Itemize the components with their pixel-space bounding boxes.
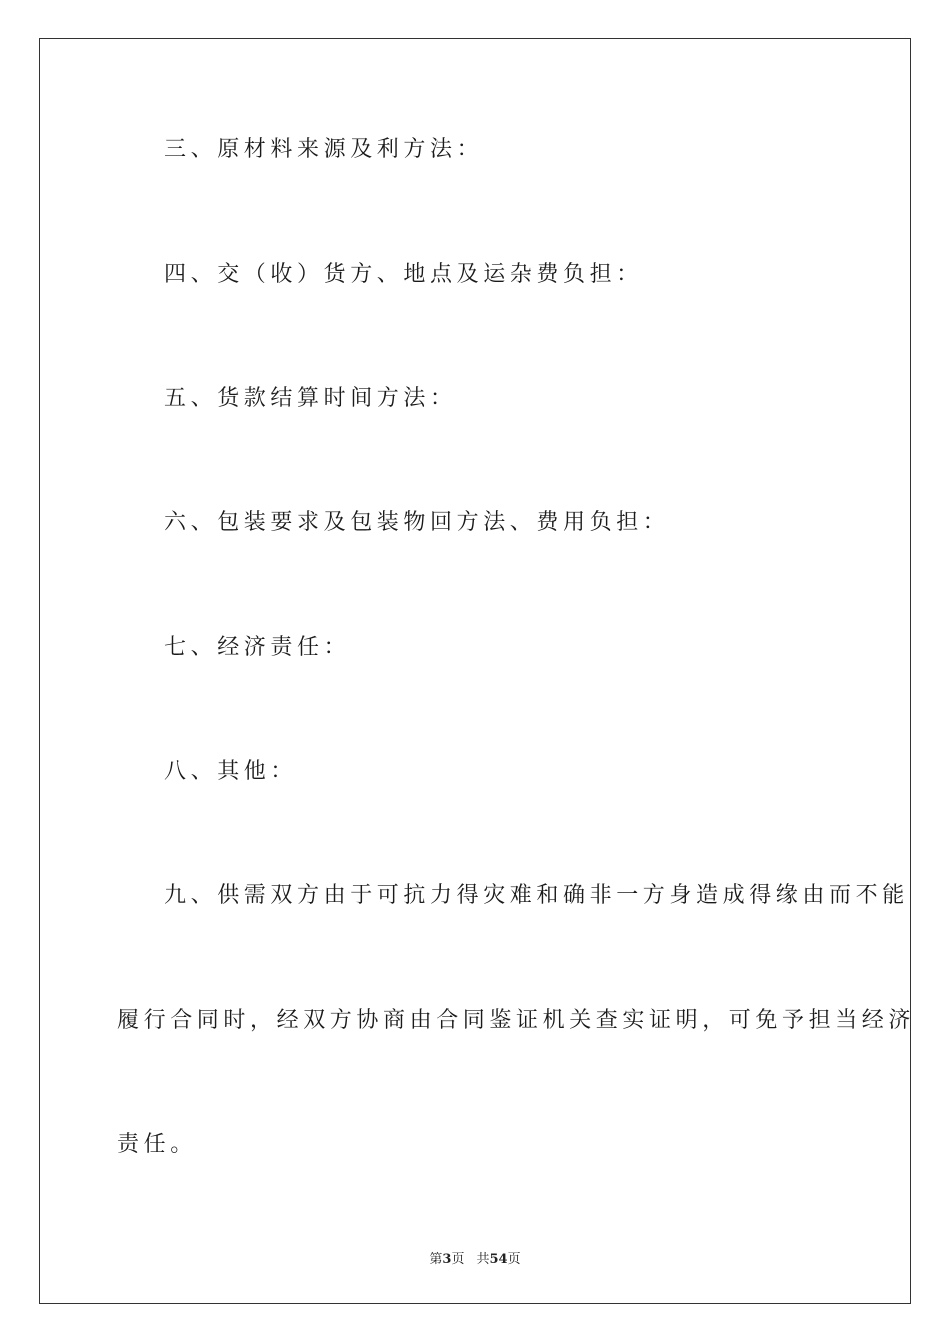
clause-9-line-1: 九、供需双方由于可抗力得灾难和确非一方身造成得缘由而不能 bbox=[164, 883, 909, 908]
clause-5-heading: 五、货款结算时间方法： bbox=[164, 386, 457, 411]
footer-prefix: 第 bbox=[429, 1252, 443, 1267]
page-footer bbox=[0, 1248, 950, 1267]
clause-9-line-2: 履行合同时，经双方协商由合同鉴证机关查实证明，可免予担当经济 bbox=[117, 1008, 916, 1033]
clause-8-heading: 八、其他： bbox=[164, 759, 298, 784]
footer-page-unit: 页 bbox=[451, 1252, 465, 1267]
page-frame bbox=[39, 38, 911, 1304]
clause-7-heading: 七、经济责任： bbox=[164, 635, 351, 660]
footer-total-unit: 页 bbox=[507, 1252, 521, 1267]
clause-4-heading: 四、交（收）货方、地点及运杂费负担： bbox=[164, 262, 643, 287]
clause-3-heading: 三、原材料来源及利方法： bbox=[164, 137, 484, 162]
footer-total-pages: 54 bbox=[489, 1252, 508, 1267]
clause-6-heading: 六、包装要求及包装物回方法、费用负担： bbox=[164, 510, 670, 535]
clause-9-line-3: 责任。 bbox=[117, 1132, 197, 1157]
footer-total-prefix: 共 bbox=[476, 1252, 490, 1267]
footer-page-number: 3 bbox=[442, 1252, 452, 1267]
